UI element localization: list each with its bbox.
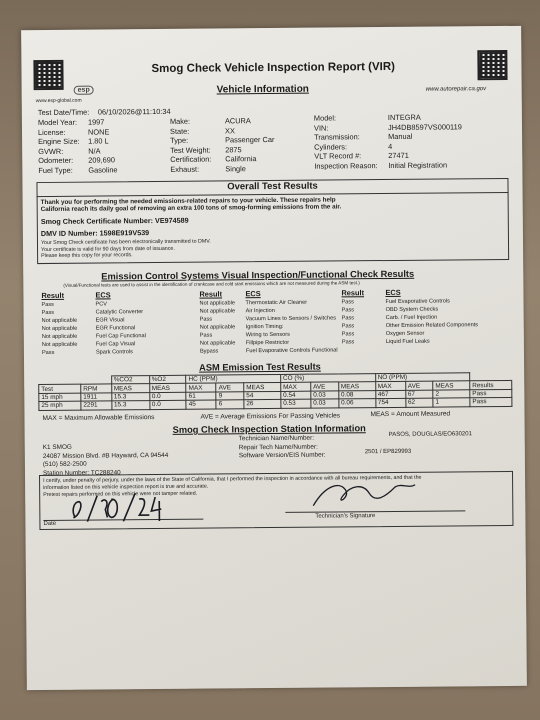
vehicle-label: GVWR: [38, 146, 64, 156]
vehicle-label: Make: [169, 116, 191, 126]
software-value: 2501 / EP829993 [364, 448, 412, 456]
ecs-result: Pass [341, 315, 355, 322]
asm-cell: 0.06 [339, 399, 376, 408]
ecs-item: EGR Visual [95, 317, 125, 324]
vehicle-label: VIN: [313, 123, 329, 133]
asm-cell: Pass [470, 398, 512, 407]
note-line-3: Please keep this copy for your records. [41, 252, 133, 260]
asm-col-header: Test [39, 385, 81, 394]
asm-col-header: MAX [375, 382, 405, 391]
ecs-ecs-header-1: ECS [95, 290, 111, 300]
asm-group-header: NO (PPM) [375, 373, 470, 382]
asm-cell: 754 [375, 399, 405, 408]
vehicle-label: Fuel Type: [38, 165, 73, 176]
ecs-result: Not applicable [41, 325, 78, 333]
asm-cell: 25 mph [39, 401, 81, 410]
vehicle-label: Type: [170, 135, 189, 146]
asm-cell: 2291 [81, 401, 112, 410]
asm-cell: 0.03 [311, 391, 339, 400]
asm-col-header: MAX [186, 383, 216, 392]
vehicle-col-1 [38, 117, 118, 175]
vehicle-label: Model: [313, 113, 337, 123]
asm-col-header: MEAS [111, 384, 149, 393]
vehicle-value: ACURA [224, 116, 251, 126]
ecs-column-3 [341, 297, 478, 346]
asm-col-header: MAX [281, 383, 311, 392]
ecs-item: Vacuum Lines to Sensors / Switches [245, 315, 337, 323]
vehicle-label: Engine Size: [38, 136, 80, 147]
ecs-item: Carb. / Fuel Injection [385, 314, 438, 322]
vehicle-value: 2875 [225, 145, 242, 155]
asm-cell: 1 [433, 398, 470, 407]
certify-line-2: information listed on this vehicle inspection report is true and accurate. [43, 483, 209, 491]
station-phone: (510) 582-2500 [42, 460, 87, 469]
asm-col-header: MEAS [244, 383, 281, 392]
ecs-result: Bypass [199, 348, 219, 355]
asm-group-header: %O2 [149, 375, 186, 384]
asm-cell: 2 [433, 390, 470, 399]
asm-cell: 15.3 [111, 401, 149, 410]
ecs-item: PCV [95, 301, 108, 308]
asm-col-header: AVE [216, 383, 244, 392]
report-title: Smog Check Vehicle Inspection Report (VIR) [151, 60, 395, 76]
vehicle-label: Inspection Reason: [314, 161, 378, 171]
ecs-column-1 [41, 300, 146, 357]
asm-cell: 67 [405, 390, 433, 399]
ecs-result: Pass [341, 331, 355, 338]
ecs-item: Fuel Evaporative Controls [385, 298, 450, 306]
vehicle-label: Test Weight: [170, 145, 211, 155]
vehicle-value: INTEGRA [387, 112, 421, 122]
certify-line-1: I certify, under penalty of perjury, under the laws of the State of California, that I performed the inspection in accordance with all bureau requirements, and that the [43, 474, 422, 485]
asm-col-header: MEAS [338, 382, 375, 391]
ecs-result: Pass [341, 323, 355, 330]
asm-col-header: MEAS [149, 384, 186, 393]
ecs-result: Not applicable [199, 300, 236, 307]
asm-cell: 26 [244, 400, 281, 409]
certify-line-3: Pretest repairs performed on this vehicle were not tamper related. [43, 490, 198, 498]
asm-cell: 61 [186, 392, 216, 401]
ecs-item: Oxygen Sensor [385, 330, 425, 338]
ecs-ecs-header-2: ECS [245, 289, 261, 299]
vehicle-value: Gasoline [88, 165, 118, 175]
asm-group-header: %CO2 [111, 376, 149, 385]
handwritten-date [65, 487, 185, 528]
ecs-item: Air Injection [245, 307, 275, 315]
asm-cell: 0.03 [311, 399, 339, 408]
vehicle-label: State: [169, 126, 190, 136]
asm-legend-meas: MEAS = Amount Measured [370, 410, 451, 419]
asm-col-header: RPM [81, 384, 112, 393]
asm-cell: 0.0 [149, 392, 186, 401]
vehicle-label: Exhaust: [170, 164, 200, 174]
ecs-item: Other Emission Related Components [385, 322, 479, 330]
ecs-item: Fuel Evaporative Controls Functional [245, 347, 338, 355]
vehicle-value: XX [224, 125, 235, 136]
ecs-result: Not applicable [41, 333, 78, 341]
vehicle-value: California [225, 154, 257, 164]
note-line-1: Your Smog Check certificate has been electronically transmitted to DMV. [40, 238, 211, 247]
vehicle-label: Cylinders: [314, 142, 348, 152]
asm-cell: 0.08 [338, 390, 375, 399]
asm-results-table [38, 372, 512, 411]
ecs-item: Wiring to Sensors [245, 331, 290, 339]
asm-heading: ASM Emission Test Results [199, 361, 321, 373]
asm-group-header: CO (%) [280, 374, 375, 383]
asm-cell: 15.3 [111, 392, 149, 401]
asm-cell: 45 [186, 400, 216, 409]
ecs-result-header-2: Result [199, 289, 223, 299]
vehicle-value: 4 [388, 141, 393, 151]
vehicle-value: Manual [388, 131, 413, 142]
vehicle-label: Odometer: [38, 156, 74, 166]
ecs-column-2 [199, 298, 337, 355]
certificate-number: Smog Check Certificate Number: VE974589 [40, 215, 189, 227]
vehicle-value: 209,690 [88, 155, 116, 165]
vehicle-value: 27471 [388, 151, 409, 161]
technician-label: Technician Name/Number: [238, 434, 315, 443]
ecs-item: Catalytic Converter [95, 309, 144, 316]
vehicle-value: Single [225, 164, 246, 174]
thank-you-line-2: California reach its daily goal of removing an extra 100 tons of smog-forming emissions from the air. [40, 203, 342, 214]
asm-cell: 15 mph [39, 393, 81, 402]
date-label: Date [43, 520, 57, 528]
ecs-subtitle: (Visual/Functional tests are used to assist in the identification of crankcase and cold start emissions which are not measured during the ASM test.) [63, 280, 360, 288]
ecs-result: Not applicable [41, 317, 78, 325]
ecs-item: Fuel Cap Visual [95, 341, 136, 348]
esp-logo: esp [74, 86, 94, 95]
vehicle-value: JH4DB8597VS000119 [387, 121, 462, 132]
ecs-item: OBD System Checks [385, 306, 439, 314]
vehicle-label: Model Year: [37, 117, 78, 128]
asm-col-header: Results [470, 381, 512, 390]
station-number: Station Number: TC288240 [42, 469, 121, 477]
vehicle-col-2 [170, 116, 275, 174]
vehicle-value: 1.80 L [88, 136, 109, 146]
vehicle-value: 1997 [87, 117, 105, 127]
ecs-result: Pass [41, 349, 55, 357]
ecs-result-header-3: Result [341, 288, 365, 298]
vehicle-label: License: [37, 127, 66, 137]
thank-you-text [41, 196, 342, 213]
ecs-item: Spark Controls [95, 349, 133, 356]
thank-you-line-1: Thank you for performing the needed emissions-related repairs to your vehicle. These repairs help [40, 196, 336, 207]
ecs-heading: Emission Control Systems Visual Inspection/Functional Check Results [101, 268, 415, 282]
asm-cell: 9 [216, 392, 244, 401]
station-address-block [43, 443, 169, 478]
asm-legend-ave: AVE = Average Emissions For Passing Vehicles [200, 412, 341, 421]
vehicle-value: Initial Registration [388, 160, 448, 170]
asm-cell: 6 [216, 400, 244, 409]
ecs-item: Liquid Fuel Leaks [385, 338, 430, 346]
asm-cell: 467 [375, 390, 405, 399]
software-label: Software Version/EIS Number: [238, 451, 326, 460]
asm-cell: 0.0 [149, 400, 186, 409]
asm-col-header: AVE [311, 382, 339, 391]
asm-group-header: HC (PPM) [186, 374, 281, 383]
qr-code-left [33, 60, 63, 90]
ecs-result: Not applicable [199, 324, 236, 331]
vehicle-label: Transmission: [314, 132, 360, 142]
asm-col-header: MEAS [433, 381, 470, 390]
vehicle-label: Certification: [170, 154, 212, 165]
asm-cell: 0.54 [281, 391, 311, 400]
dmv-id-number: DMV ID Number: 1598E919V539 [40, 228, 150, 239]
asm-cell: 0.53 [281, 399, 311, 408]
station-address: 24087 Mission Blvd. #B Hayward, CA 94544 [42, 451, 169, 460]
certificate-notes [41, 239, 211, 260]
ecs-result: Not applicable [199, 340, 236, 347]
asm-cell: 54 [244, 391, 281, 400]
ecs-result: Pass [41, 309, 55, 317]
qr-code-right [477, 50, 507, 80]
ecs-item: EGR Functional [95, 325, 136, 332]
vehicle-value: NONE [87, 127, 110, 137]
test-datetime-label: Test Date/Time: [37, 107, 90, 118]
ecs-result: Pass [199, 316, 213, 323]
vir-document [21, 26, 527, 690]
ecs-result: Not applicable [41, 341, 78, 349]
signature-label: Technician's Signature [315, 513, 376, 520]
ecs-item: Thermostatic Air Cleaner [245, 299, 308, 307]
station-heading: Smog Check Inspection Station Information [172, 423, 366, 435]
vehicle-value: Passenger Car [225, 135, 275, 145]
ecs-ecs-header-3: ECS [385, 287, 401, 298]
ecs-result: Pass [341, 307, 355, 314]
test-datetime-value: 06/10/2026@11:10:34 [97, 106, 171, 117]
ecs-result: Pass [341, 299, 354, 306]
vehicle-col-3 [314, 112, 462, 171]
ecs-item: Ignition Timing: [245, 323, 284, 331]
vehicle-info-heading: Vehicle Information [216, 83, 309, 96]
asm-cell: 62 [405, 398, 433, 407]
asm-legend-max: MAX = Maximum Allowable Emissions [42, 414, 155, 423]
ecs-result-header-1: Result [41, 290, 65, 301]
ecs-item: Fuel Cap Functional [95, 333, 146, 340]
ecs-result: Pass [341, 339, 355, 346]
vehicle-value: N/A [88, 146, 101, 156]
ecs-result: Not applicable [199, 308, 236, 315]
technician-value: PASOS, DOUGLAS/EO630201 [388, 431, 472, 439]
esp-url: www.esp-global.com [35, 97, 82, 105]
station-name: K1 SMOG [42, 443, 72, 452]
repair-tech-label: Repair Tech Name/Number: [238, 443, 318, 451]
asm-cell: 1911 [81, 393, 112, 402]
ecs-item: Fillpipe Restrictor [245, 339, 290, 347]
asm-col-header: AVE [405, 382, 433, 391]
station-tech-block [239, 435, 326, 462]
ecs-result: Pass [41, 301, 54, 309]
overall-results-heading: Overall Test Results [227, 180, 318, 193]
asm-cell: Pass [470, 389, 512, 398]
autorepair-url: www.autorepair.ca.gov [425, 86, 487, 93]
vehicle-label: VLT Record #: [314, 151, 362, 162]
note-line-2: Your certificate is valid for 90 days from date of issuance. [41, 245, 175, 253]
technician-signature [305, 475, 425, 514]
ecs-result: Pass [199, 332, 213, 339]
